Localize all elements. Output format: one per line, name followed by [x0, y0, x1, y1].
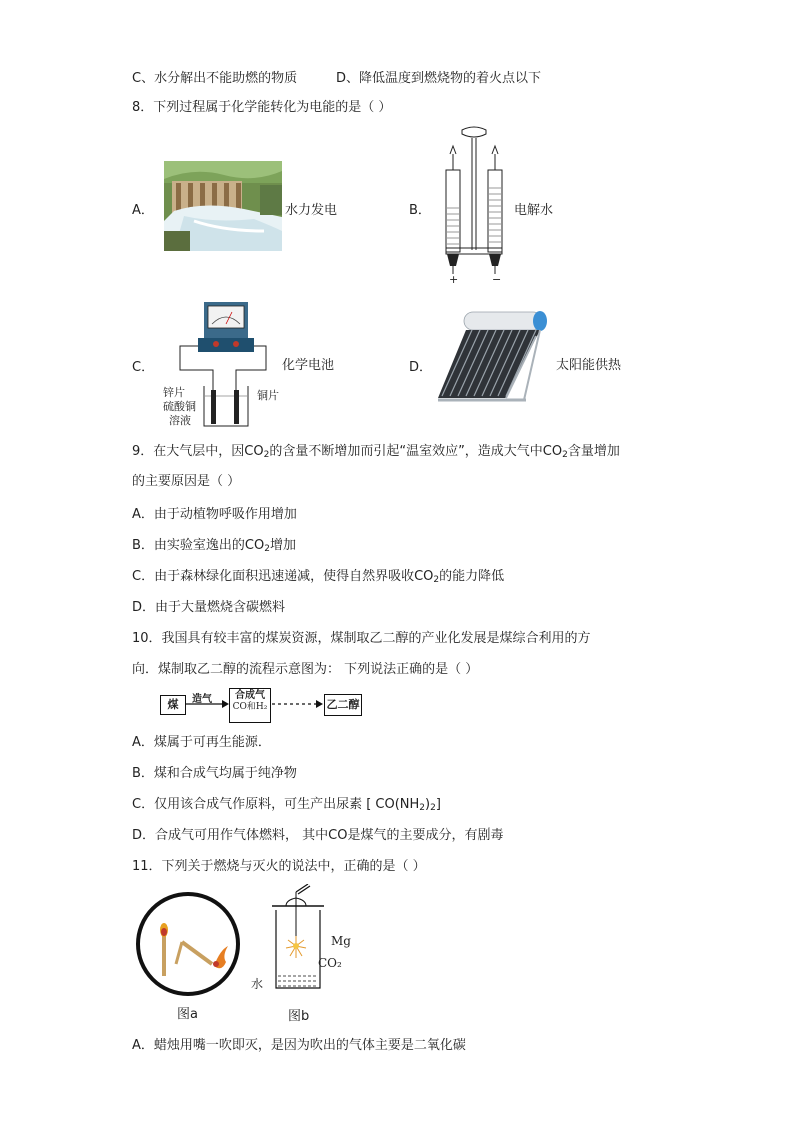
q8-c-solution-label-2: 溶液 [169, 414, 191, 427]
flow-box-coal: 煤 [160, 695, 186, 715]
q8-b-letter: B． [409, 203, 431, 218]
q8-a-caption: 水力发电 [285, 203, 338, 218]
q8-a-letter: A． [132, 203, 154, 218]
subscript: 2 [562, 450, 568, 460]
q8-stem: 8．下列过程属于化学能转化为电能的是（ ） [132, 100, 392, 115]
flow-arrow-dashed [272, 698, 324, 710]
q10-option-c-part2: ) [425, 797, 431, 812]
electrolysis-apparatus [432, 124, 516, 290]
figure-a-matches [134, 890, 242, 998]
q10-option-c-part1: C．仅用该合成气作原料，可生产出尿素 [ CO(NH [132, 797, 420, 812]
flow-arrow-label: 造气 [192, 694, 212, 705]
q9-option-b-part2: 增加 [269, 538, 296, 553]
figure-b-caption: 图b [288, 1009, 310, 1024]
q8-c-solution-label-1: 硫酸铜 [163, 400, 196, 413]
q8-c-copper-label: 铜片 [257, 389, 279, 402]
subscript: 2 [263, 450, 270, 460]
flow-syngas-formula: CO和H₂ [232, 701, 268, 712]
q9-stem-line1 [132, 443, 620, 464]
figure-b-label-water: 水 [251, 977, 264, 991]
q11-stem: 11．下列关于燃烧与灭火的说法中，正确的是（ ） [132, 859, 426, 874]
q11-option-a: A．蜡烛用嘴一吹即灭，是因为吹出的气体主要是二氧化碳 [132, 1038, 466, 1053]
q8-c-caption: 化学电池 [282, 358, 335, 373]
q9-stem-line2: 的主要原因是（ ） [132, 474, 241, 489]
subscript: 2 [430, 803, 436, 813]
q8-d-caption: 太阳能供热 [556, 358, 622, 373]
flow-syngas-name: 合成气 [235, 690, 265, 701]
q9-option-c-part2: 的能力降低 [439, 569, 505, 584]
hydro-dam-photo [164, 161, 282, 251]
q10-stem-line1: 10．我国具有较丰富的煤炭资源，煤制取乙二醇的产业化发展是煤综合利用的方 [132, 631, 591, 646]
q9-option-a: A．由于动植物呼吸作用增加 [132, 507, 297, 522]
q9-option-c-part1: C．由于森林绿化面积迅速递减，使得自然界吸收CO [132, 569, 434, 584]
figure-b-label-mg: Mg [331, 934, 351, 948]
q10-option-c-part3: ] [435, 797, 441, 812]
q10-option-c [132, 796, 441, 817]
q9-option-d: D．由于大量燃烧含碳燃料 [132, 600, 286, 615]
q8-c-letter: C． [132, 360, 155, 375]
q10-option-a: A．煤属于可再生能源． [132, 735, 271, 750]
q8-b-minus: − [492, 273, 502, 286]
q9-stem-part3: 含量增加 [567, 444, 620, 459]
figure-b-label-co2: CO₂ [318, 956, 342, 970]
flow-arrow-solid [186, 698, 230, 710]
q10-option-d: D．合成气可用作气体燃料， 其中CO是煤气的主要成分，有剧毒 [132, 828, 504, 843]
q10-option-b: B．煤和合成气均属于纯净物 [132, 766, 297, 781]
q7-option-d: D、降低温度到燃烧物的着火点以下 [336, 71, 542, 86]
figure-a-caption: 图a [177, 1007, 198, 1022]
subscript: 2 [433, 575, 440, 585]
q8-b-plus: + [449, 273, 459, 286]
subscript: 2 [419, 803, 426, 813]
q9-stem-part2: 的含量不断增加而引起“温室效应”，造成大气中CO [269, 444, 563, 459]
flow-box-product: 乙二醇 [324, 694, 362, 716]
q9-option-b [132, 537, 296, 558]
q8-b-caption: 电解水 [514, 203, 554, 218]
q9-stem-part1: 9．在大气层中，因CO [132, 444, 264, 459]
q9-option-b-part1: B．由实验室逸出的CO [132, 538, 265, 553]
subscript: 2 [264, 544, 270, 554]
flow-box-syngas [229, 688, 271, 723]
q7-option-c: C、水分解出不能助燃的物质 [132, 71, 298, 86]
q8-c-zinc-label: 锌片 [163, 386, 185, 399]
q10-stem-line2: 向．煤制取乙二醇的流程示意图为： 下列说法正确的是（ ） [132, 662, 479, 677]
q8-d-letter: D． [409, 360, 433, 375]
solar-water-heater [436, 306, 548, 410]
figure-b-magnesium-co2 [262, 884, 330, 998]
q9-option-c [132, 568, 504, 589]
